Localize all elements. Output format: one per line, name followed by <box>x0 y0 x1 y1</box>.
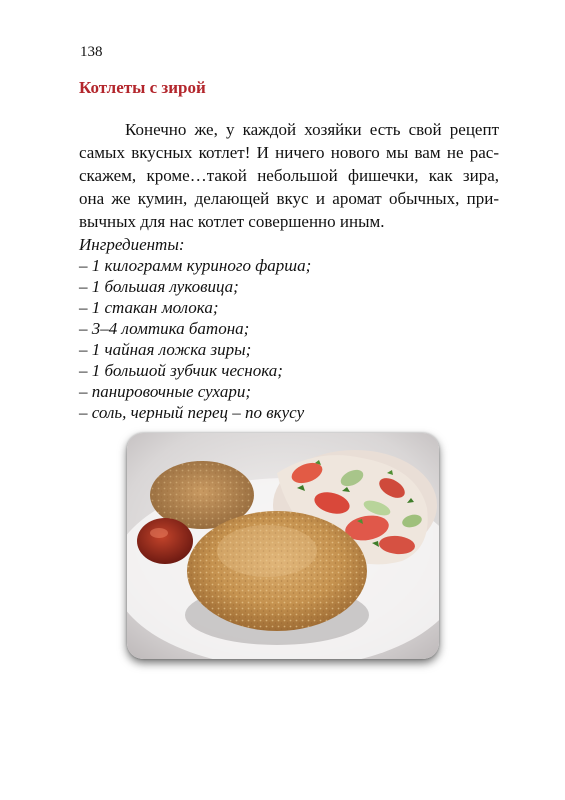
sauce <box>137 518 193 564</box>
ingredient-item: – 1 большая луковица; <box>79 277 239 296</box>
ingredient-item: – 1 чайная ложка зиры; <box>79 340 252 359</box>
intro-line: она же кумин, делающей вкус и аромат обычных, при- <box>79 189 499 208</box>
ingredient-item: – 3–4 ломтика батона; <box>79 319 250 338</box>
page-number: 138 <box>80 44 103 60</box>
dish-photo <box>127 433 439 659</box>
intro-paragraph <box>79 118 499 233</box>
recipe-title: Котлеты с зирой <box>79 78 206 97</box>
ingredient-item: – 1 килограмм куриного фарша; <box>79 256 312 275</box>
ingredients-heading: Ингредиенты: <box>79 235 185 254</box>
intro-line: скажем, кроме…такой небольшой фишечки, как зира, <box>79 166 499 185</box>
intro-line: вычных для нас котлет совершенно иным. <box>79 212 385 231</box>
ingredients-list <box>79 234 311 423</box>
intro-line: Конечно же, у каждой хозяйки есть свой рецепт <box>125 120 499 139</box>
intro-line: самых вкусных котлет! И ничего нового мы вам не рас- <box>79 143 499 162</box>
ingredient-item: – соль, черный перец – по вкусу <box>79 403 305 422</box>
ingredient-item: – 1 стакан молока; <box>79 298 219 317</box>
ingredient-item: – 1 большой зубчик чеснока; <box>79 361 283 380</box>
ingredient-item: – панировочные сухари; <box>79 382 251 401</box>
dish-photo-illustration <box>127 433 439 659</box>
front-cutlet <box>187 511 367 631</box>
